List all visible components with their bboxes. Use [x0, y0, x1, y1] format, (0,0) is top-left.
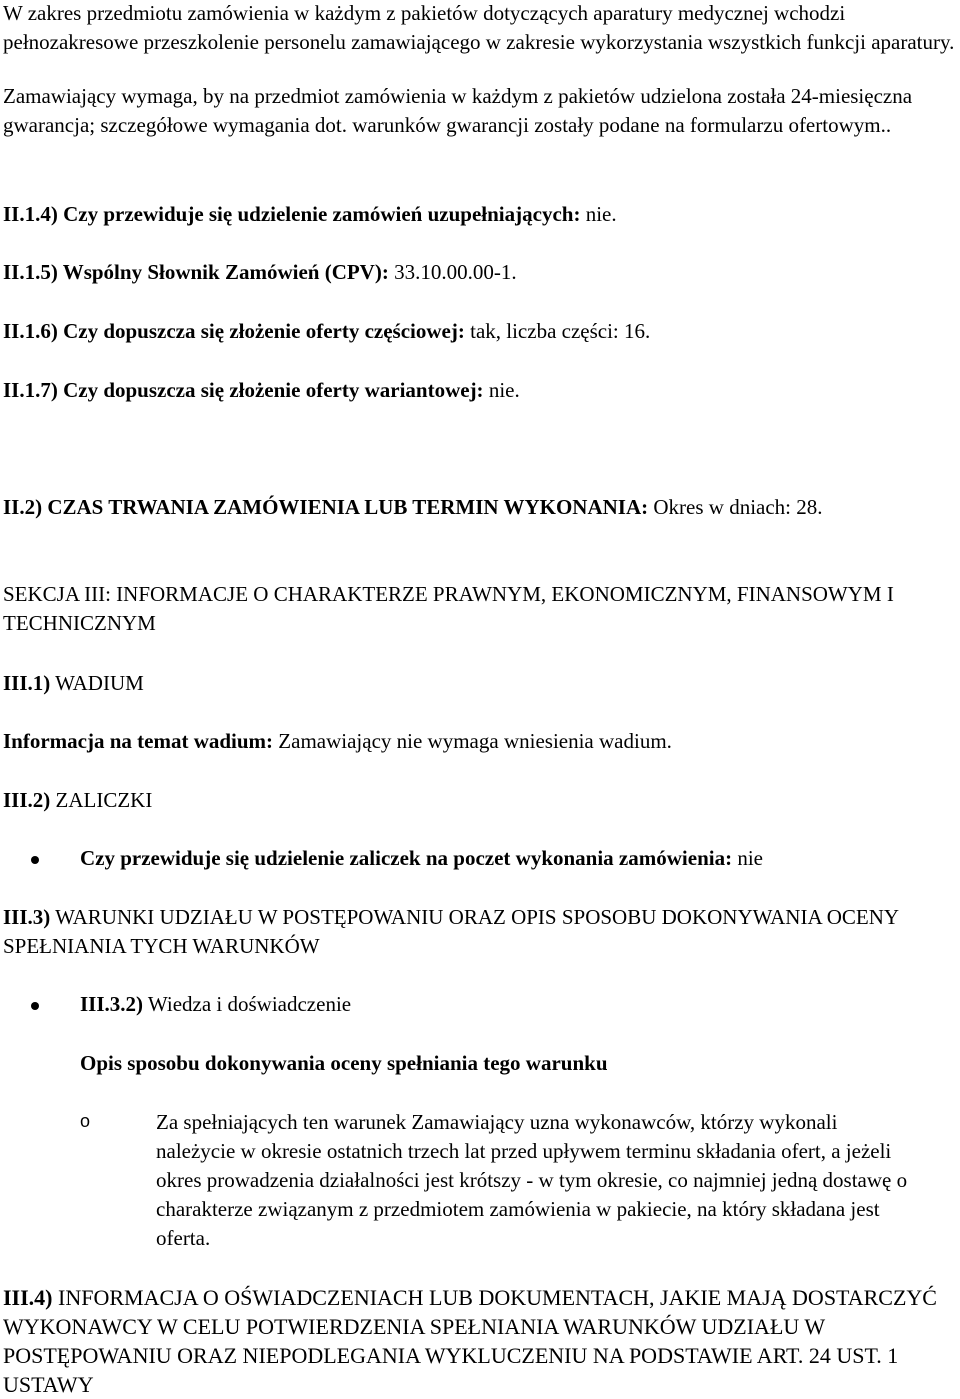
opis-text: Za spełniających ten warunek Zamawiający uzna wykonawców, którzy wykonali należycie w okresie ostatnich trzech lat przed upływem terminu składania ofert, a jeżeli okres prowadzenia działalności jest krótszy - w tym okresie, co najmniej jedną dostawę o charakterze związanym z przedmiotem zamówienia w pakiecie, na który składana jest oferta. — [156, 1110, 908, 1250]
item-value: nie. — [580, 202, 617, 226]
item-value: nie — [732, 846, 763, 870]
bullet-icon — [31, 856, 39, 864]
item-duration — [3, 493, 957, 522]
bullet-icon — [31, 1002, 39, 1010]
wadium-heading: III.1) WADIUM — [3, 671, 144, 695]
item-value: tak, liczba części: 16. — [464, 319, 651, 343]
warunki-heading: III.3) WARUNKI UDZIAŁU W POSTĘPOWANIU ORAZ OPIS SPOSOBU DOKONYWANIA OCENY SPEŁNIANIA TYCH WARUNKÓW — [3, 905, 899, 958]
item-partial-offer — [3, 317, 957, 346]
item-value: Zamawiający nie wymaga wniesienia wadium. — [273, 729, 672, 753]
section-iii-heading: SEKCJA III: INFORMACJE O CHARAKTERZE PRAWNYM, EKONOMICZNYM, FINANSOWYM I TECHNICZNYM — [3, 582, 894, 635]
item-label: Informacja na temat wadium: — [3, 729, 274, 753]
wiedza-heading: III.3.2) Wiedza i doświadczenie — [80, 992, 352, 1016]
documents-heading: III.4) INFORMACJA O OŚWIADCZENIACH LUB DOKUMENTACH, JAKIE MAJĄ DOSTARCZYĆ WYKONAWCY W CELU POTWIERDZENIA SPEŁNIANIA WARUNKÓW UDZIAŁU W POSTĘPOWANIU ORAZ NIEPODLEGANIA WYKLUCZENIU NA PODSTAWIE ART. 24 UST. 1 USTAWY — [3, 1285, 937, 1397]
opis-heading: Opis sposobu dokonywania oceny spełniania tego warunku — [80, 1051, 608, 1075]
zaliczki-item — [80, 844, 957, 873]
zaliczki-heading: III.2) ZALICZKI — [3, 788, 153, 812]
item-label: II.1.7) Czy dopuszcza się złożenie oferty wariantowej: — [3, 378, 484, 402]
wadium-info — [3, 727, 957, 756]
item-label: II.1.4) Czy przewiduje się udzielenie zamówień uzupełniających: — [3, 202, 581, 226]
item-supplementary-orders — [3, 200, 957, 229]
item-label: Czy przewiduje się udzielenie zaliczek na poczet wykonania zamówienia: — [80, 846, 733, 870]
circle-bullet-icon: o — [80, 1111, 91, 1131]
item-value: nie. — [483, 378, 520, 402]
item-value: Okres w dniach: 28. — [648, 495, 823, 519]
intro-paragraph-warranty: Zamawiający wymaga, by na przedmiot zamówienia w każdym z pakietów udzielona została 24-miesięczna gwarancja; szczegółowe wymagania dot. warunków gwarancji zostały podane na formularzu ofertowym.. — [3, 84, 913, 137]
item-value: 33.10.00.00-1. — [388, 260, 517, 284]
item-cpv — [3, 258, 957, 287]
intro-paragraph-training: W zakres przedmiotu zamówienia w każdym z pakietów dotyczących aparatury medycznej wchodzi pełnozakresowe przeszkolenie personelu zamawiającego w zakresie wykorzystania wszystkich funkcji aparatury. — [3, 1, 955, 54]
item-variant-offer — [3, 376, 957, 405]
item-label: II.2) CZAS TRWANIA ZAMÓWIENIA LUB TERMIN WYKONANIA: — [3, 495, 649, 519]
item-label: II.1.5) Wspólny Słownik Zamówień (CPV): — [3, 260, 389, 284]
item-label: II.1.6) Czy dopuszcza się złożenie oferty częściowej: — [3, 319, 465, 343]
